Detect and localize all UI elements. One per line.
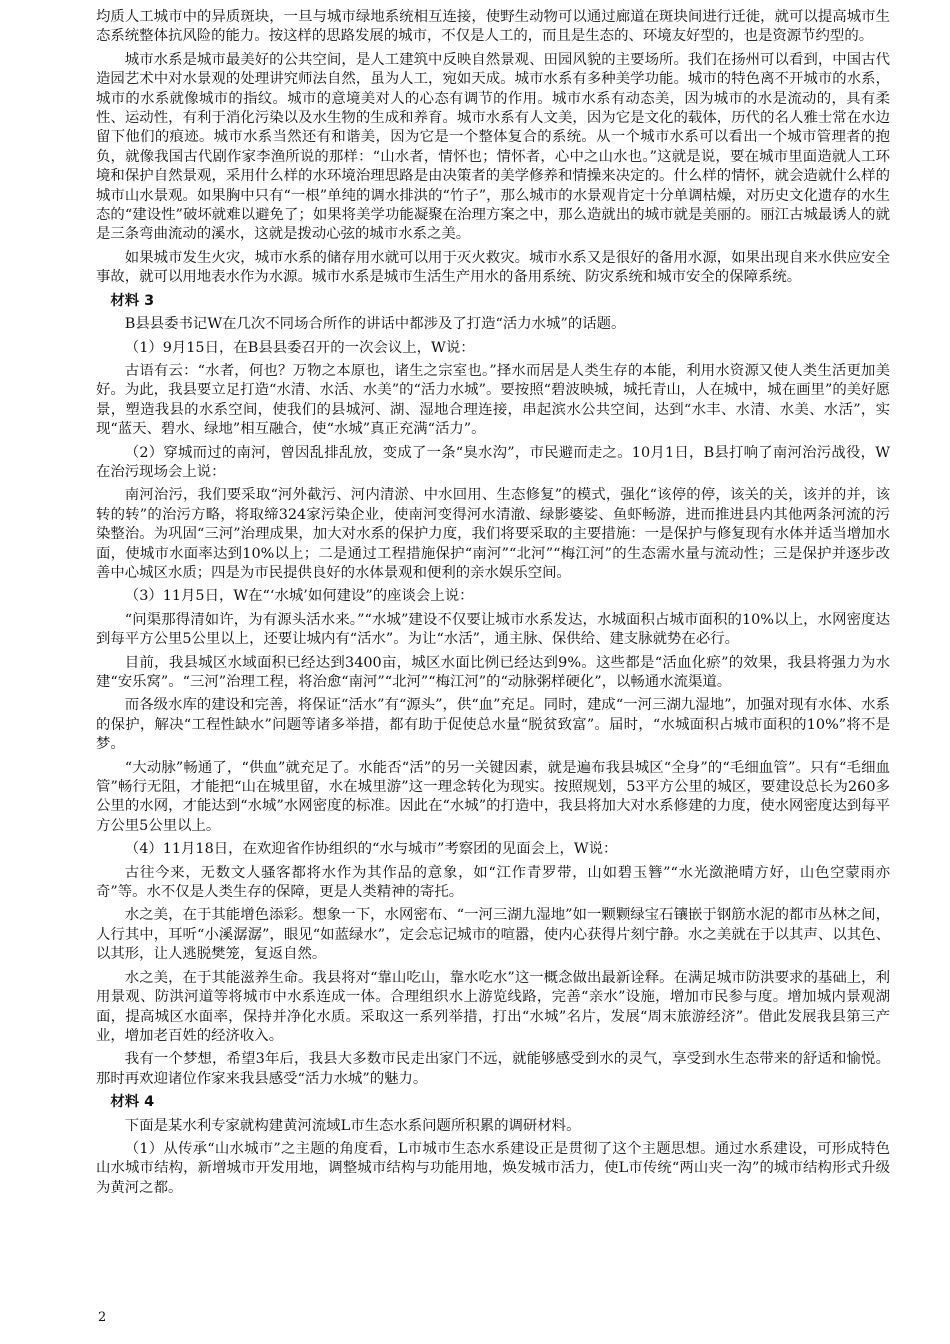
paragraph-material-4-item-1: （1）从传承“山水城市”之主题的角度看，L市城市生态水系建设正是贯彻了这个主题思想。通过水系建设，可形成特色山水城市结构，新增城市开发用地，调整城市结构与功能用地，焕发城市活力，使L市传统“两山夹一沟”的城市结构形式升级为黄河之都。 (96, 1140, 890, 1196)
paragraph-continued: 均质人工城市中的异质斑块，一旦与城市绿地系统相互连接，使野生动物可以通过廊道在斑块间进行迁徙，就可以提高城市生态系统整体抗风险的能力。按这样的思路发展的城市，不仅是人工的，而且是生态的、环境友好型的，也是资源节约型的。 (96, 9, 890, 45)
paragraph-speech-3-a: “问渠那得清如许，为有源头活水来。”“水城”建设不仅要让城市水系发达，水城面积占城市面积的10%以上，水网密度达到每平方公里5公里以上，还要让城内有“活水”。为让“水活”，通主脉、保供给、建支脉就势在必行。 (96, 611, 890, 648)
paragraph-speech-4-d: 我有一个梦想，希望3年后，我县大多数市民走出家门不远，就能够感受到水的灵气，享受到水生态带来的舒适和愉悦。那时再欢迎诸位作家来我县感受“活力水城”的魅力。 (96, 1051, 890, 1087)
paragraph-speech-2-intro: （2）穿城而过的南河，曾因乱排乱放，变成了一条“臭水沟”，市民避而走之。10月1日，B县打响了南河治污战役，W在治污现场会上说： (96, 444, 890, 480)
paragraph-speech-3-d: “大动脉”畅通了，“供血”就充足了。水能否“活”的另一关键因素，就是遍布我县城区“全身”的“毛细血管”。只有“毛细血管”畅行无阻，才能把“山在城里留，水在城里游”这一理念转化为现实。按照规划，53平方公里的城区，要建设总长为260多公里的水网，才能达到“水城”水网密度的标准。因此在“水城”的打造中，我县将加大对水系修建的力度，使水网密度达到每平方公里5公里以上。 (96, 759, 890, 834)
paragraph-material-3-intro: B县县委书记W在几次不同场合所作的讲话中都涉及了打造“活力水城”的话题。 (124, 316, 626, 333)
paragraph-material-4-intro: 下面是某水利专家就构建黄河流域L市生态水系问题所积累的调研材料。 (124, 1117, 581, 1134)
paragraph-water-backup: 如果城市发生火灾，城市水系的储存用水就可以用于灭火救灾。城市水系又是很好的备用水源，如果出现自来水供应安全事故，就可以用地表水作为水源。城市水系是城市生活生产用水的备用系统、防灾系统和城市安全的保障系统。 (96, 249, 890, 286)
page-number: 2 (98, 1310, 107, 1325)
paragraph-speech-2: 南河治污，我们要采取“河外截污、河内清淤、中水回用、生态修复”的模式，强化“该停的停，该关的关，该并的并，该转的转”的治污方略，将取缔324家污染企业，使南河变得河水清澈、绿影婆娑、鱼虾畅游，进而推进县内其他两条河流的污染整治。为巩固“三河”治理成果，加大对水系的保护力度，我们将要采取的主要措施：一是保护与修复现有水体并适当增加水面，使城市水面率达到10%以上；二是通过工程措施保护“南河”“北河”“梅江河”的生态需水量与流动性；三是保护并逐步改善中心城区水质；四是为市民提供良好的水体景观和便利的亲水娱乐空间。 (96, 487, 890, 581)
paragraph-speech-4-b: 水之美，在于其能增色添彩。想象一下，水网密布、“一河三湖九湿地”如一颗颗绿宝石镶嵌于钢筋水泥的都市丛林之间，人行其中，耳听“小溪潺潺”，眼见“如蓝绿水”，定会忘记城市的喧嚣，使内心获得片刻宁静。水之美就在于以其声、以其色、以其形，让人逃脱樊笼，复返自然。 (96, 907, 890, 963)
section-heading-material-4: 材料 4 (110, 1094, 155, 1111)
paragraph-speech-3-intro: （3）11月5日，W在“‘水城’如何建设”的座谈会上说： (124, 588, 474, 605)
paragraph-speech-3-b: 目前，我县城区水域面积已经达到3400亩，城区水面比例已经达到9%。这些都是“活血化瘀”的效果，我县将强力为水建“安乐窝”。“三河”治理工程，将治愈“南河”“北河”“梅江河”的“动脉粥样硬化”，以畅通水流渠道。 (96, 654, 890, 690)
paragraph-speech-4-intro: （4）11月18日，在欢迎省作协组织的“水与城市”考察团的见面会上，W说： (124, 841, 618, 858)
paragraph-water-system-beauty: 城市水系是城市最美好的公共空间，是人工建筑中反映自然景观、田园风貌的主要场所。我们在扬州可以看到，中国古代造园艺术中对水景观的处理讲究师法自然，虽为人工，宛如天成。城市水系有多种美学功能。城市的特色离不开城市的水系，城市的水系就像城市的指纹。城市的意境美对人的心态有调节的作用。城市水系有动态美，因为城市的水是流动的，具有柔性、运动性，有利于消化污染以及水生物的生成和养育。城市水系有人文美，因为它是文化的载体，历代的名人雅士常在水边留下他们的痕迹。城市水系当然还有和谐美，因为它是一个整体复合的系统。从一个城市水系可以看出一个城市管理者的抱负，就像我国古代剧作家李渔所说的那样：“山水者，情怀也；情怀者，心中之山水也。”这就是说，要在城市里面造就人工环境和保护自然景观，采用什么样的水环境治理思路是由决策者的美学修养和情操来决定的。什么样的情怀，就会造就什么样的城市山水景观。如果胸中只有“一根”单纯的调水排洪的“竹子”，那么城市的水景观肯定十分单调枯燥，对历史文化遗存的水生态的“建设性”破坏就难以避免了；如果将美学功能凝聚在治理方案之中，那么造就出的城市就是美丽的。丽江古城最诱人的就是三条弯曲流动的溪水，这就是拨动心弦的城市水系之美。 (96, 51, 890, 243)
document-page (96, 8, 890, 1202)
paragraph-speech-4-a: 古往今来，无数文人骚客都将水作为其作品的意象，如“江作青罗带，山如碧玉簪”“水光潋滟晴方好，山色空蒙雨亦奇”等。水不仅是人类生存的保障，更是人类精神的寄托。 (96, 864, 890, 901)
paragraph-speech-4-c: 水之美，在于其能滋养生命。我县将对“靠山吃山，靠水吃水”这一概念做出最新诠释。在满足城市防洪要求的基础上，利用景观、防洪河道等将城市中水系连成一体。合理组织水上游览线路，完善“亲水”设施，增加市民参与度。增加城内景观湖面，提高城区水面率，保持并净化水质。采取这一系列举措，打出“水城”名片，发展“周末旅游经济”。借此发展我县第三产业，增加老百姓的经济收入。 (96, 969, 890, 1044)
paragraph-speech-1: 古语有云：“水者，何也？万物之本原也，诸生之宗室也。”择水而居是人类生存的本能，利用水资源又使人类生活更加美好。为此，我县要立足打造“水清、水活、水美”的“活力水城”。要按照“碧波映城，城托青山，人在城中，城在画里”的美好愿景，塑造我县的水系空间，使我们的县城河、湖、湿地合理连接，串起滨水公共空间，达到“水丰、水清、水美、水活”，实现“蓝天、碧水、绿地”相互融合，使“水城”真正充满“活力”。 (96, 362, 890, 438)
paragraph-speech-1-intro: （1）9月15日，在B县县委召开的一次会议上，W说： (124, 339, 475, 356)
paragraph-speech-3-c: 而各级水库的建设和完善，将保证“活水”有“源头”，供“血”充足。同时，建成“一河三湖九湿地”，加强对现有水体、水系的保护，解决“工程性缺水”问题等诸多举措，都有助于促使总水量“脱贫致富”。届时，“水城面积占城市面积的10%”将不是梦。 (96, 697, 890, 753)
section-heading-material-3: 材料 3 (110, 292, 155, 309)
